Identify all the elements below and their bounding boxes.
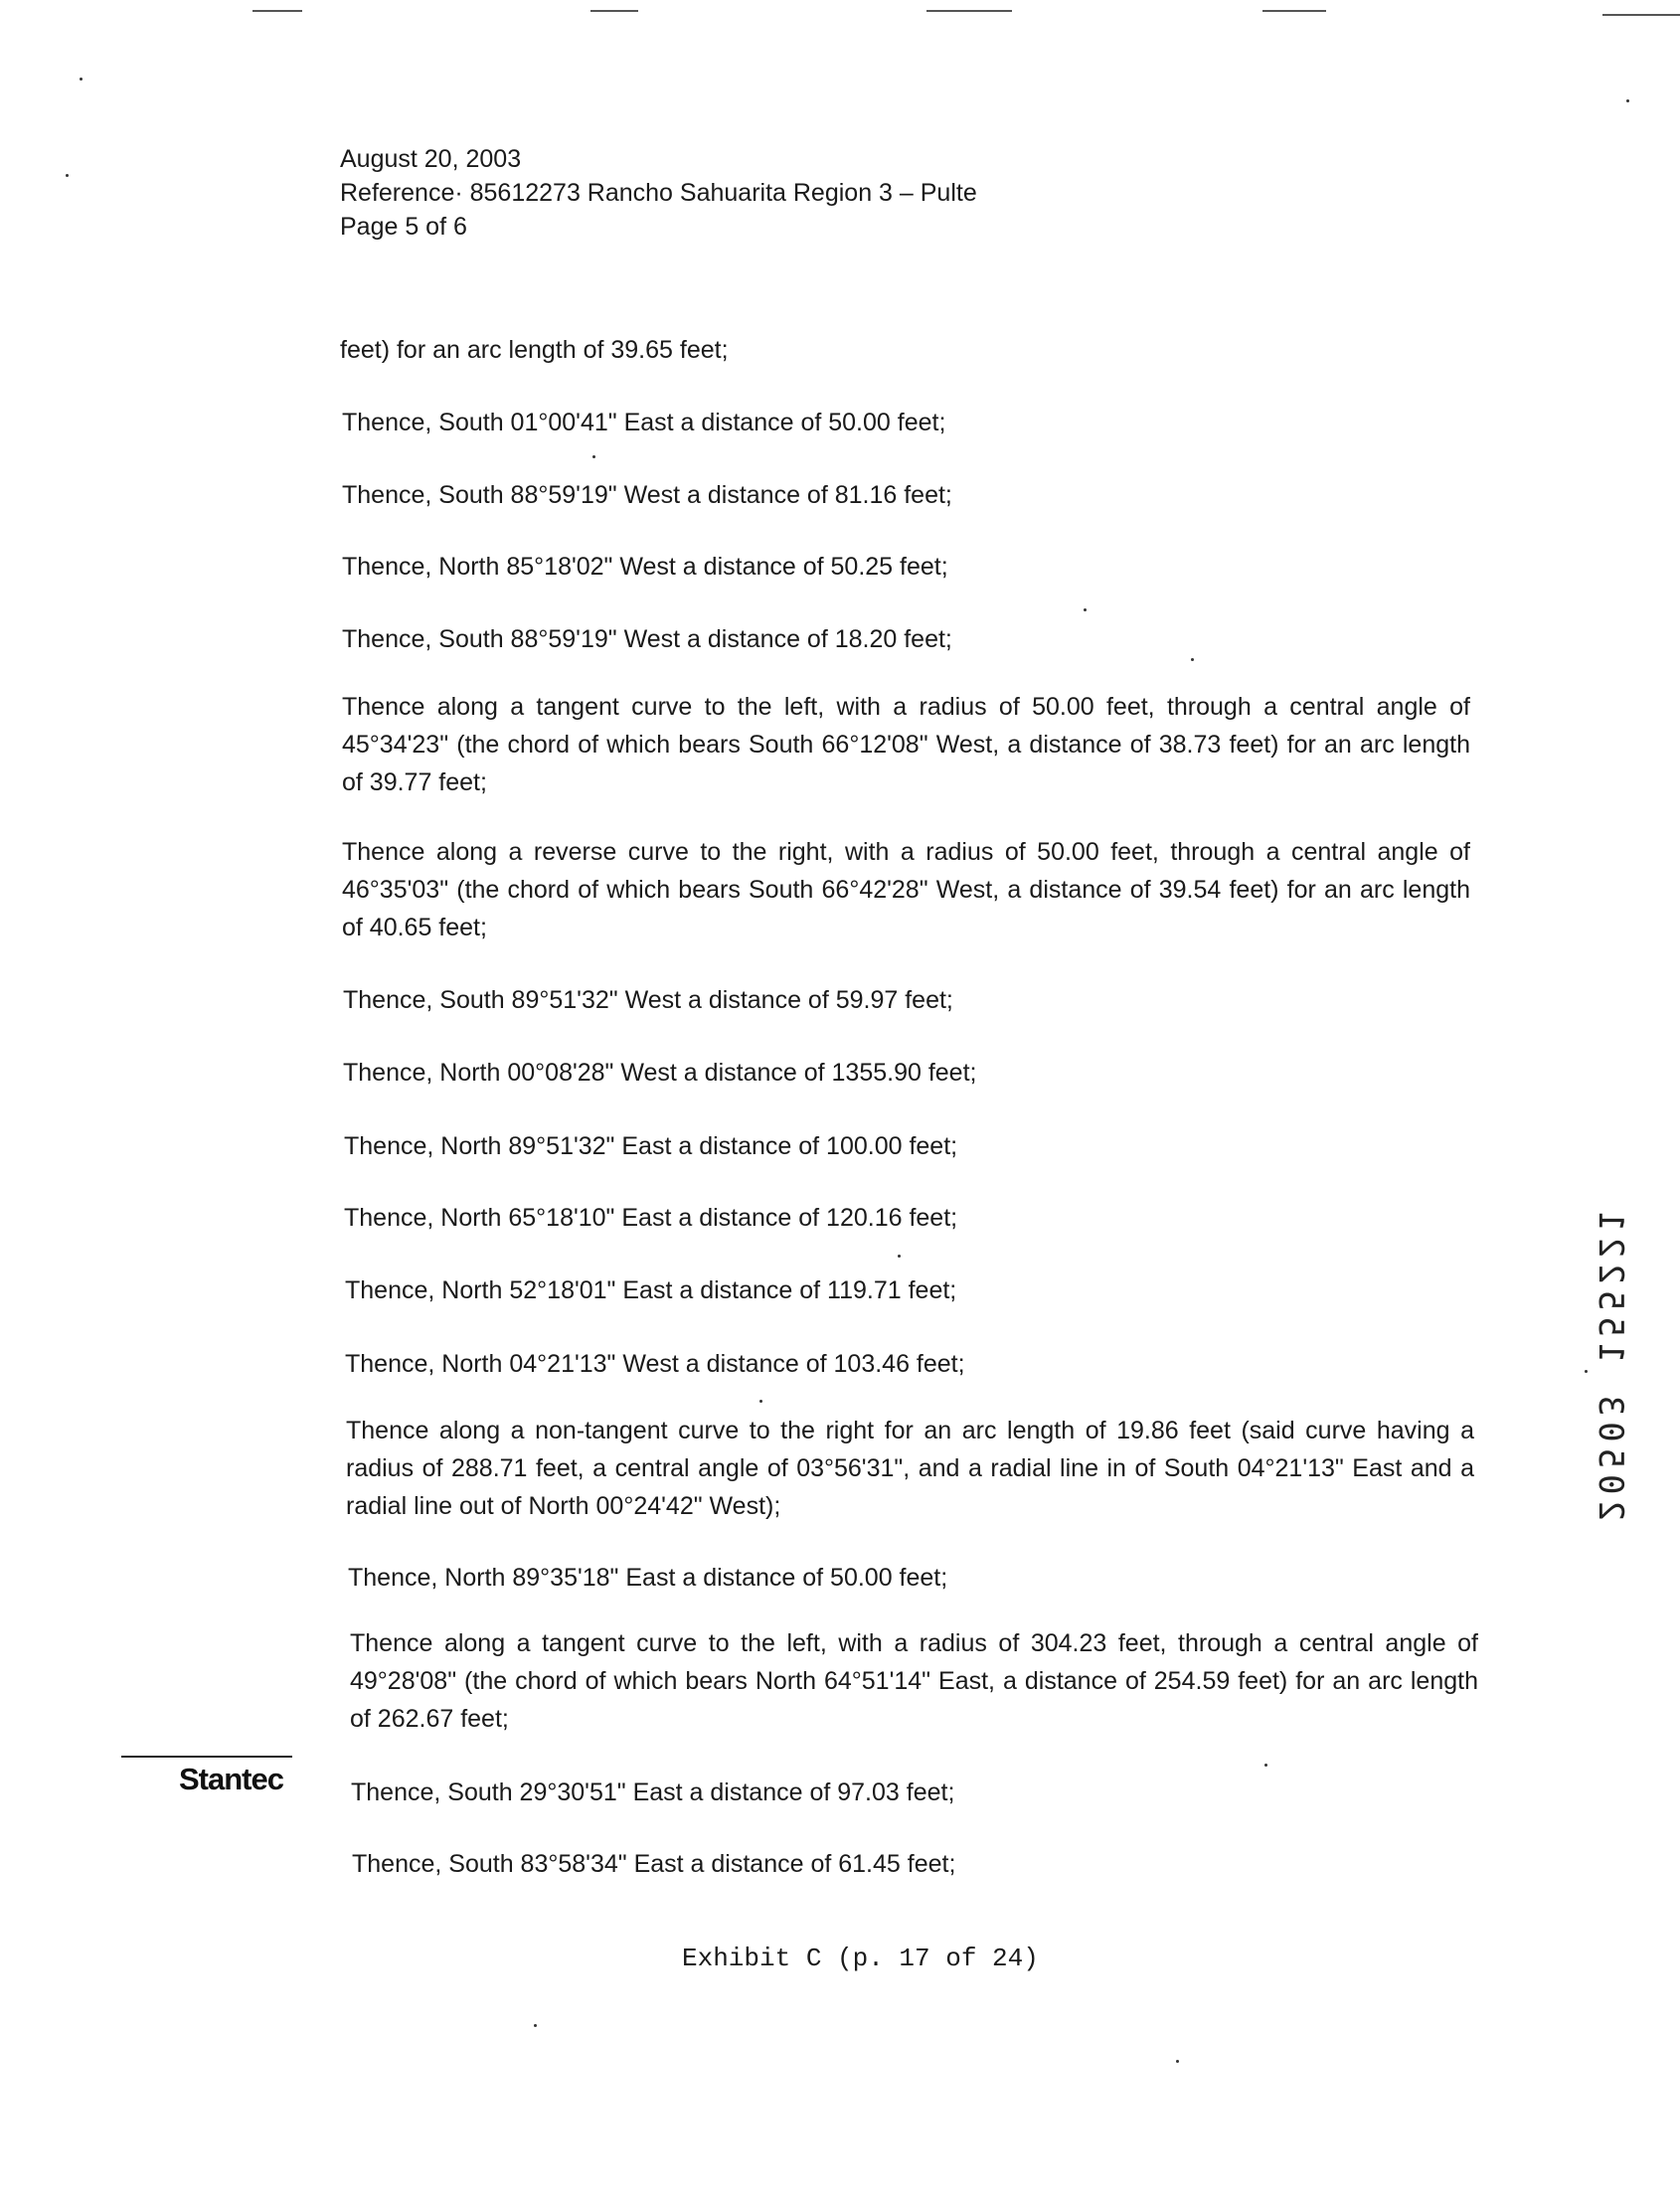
legal-description-line: feet) for an arc length of 39.65 feet; [340,336,729,364]
legal-description-paragraph: Thence along a tangent curve to the left, with a radius of 50.00 feet, through a central angle of 45°34'23" (the chord of which bears South 66°12'08" West, a distance of 38.73 feet) for an arc length of 39.77 feet; [342,693,1470,796]
legal-description-line: Thence, North 04°21'13" West a distance of 103.46 feet; [345,1350,965,1378]
legal-description-line: Thence, North 89°51'32" East a distance of 100.00 feet; [344,1132,958,1160]
legal-description-paragraph: Thence along a tangent curve to the left, with a radius of 304.23 feet, through a central angle of 49°28'08" (the chord of which bears North 64°51'14" East, a distance of 254.59 feet) for an arc length of 262.67 feet; [350,1629,1478,1733]
scan-speck [66,174,69,177]
scan-mark [590,10,638,12]
legal-description-line: Thence, North 00°08'28" West a distance of 1355.90 feet; [343,1059,977,1087]
scan-speck [759,1400,762,1403]
recording-stamp: 20503 155221 [1591,1205,1630,1521]
legal-description-paragraph: Thence along a non-tangent curve to the right for an arc length of 19.86 feet (said curve having a radius of 288.71 feet, a central angle of 03°56'31", and a radial line in of South 04°21'13" East and a radial line out of North 00°24'42" West); [346,1417,1474,1520]
header-reference: Reference· 85612273 Rancho Sahuarita Region 3 – Pulte [340,179,977,207]
scan-mark [1602,14,1680,16]
exhibit-footer: Exhibit C (p. 17 of 24) [682,1944,1039,1973]
legal-description-line: Thence, South 29°30'51" East a distance of 97.03 feet; [351,1778,955,1806]
scan-speck [1191,658,1194,661]
scan-mark [1262,10,1326,12]
legal-description-line: Thence, South 88°59'19" West a distance of 18.20 feet; [342,625,952,653]
scan-speck [534,2024,537,2027]
scan-speck [898,1255,901,1258]
scan-speck [1585,1370,1588,1373]
legal-description-line: Thence, North 89°35'18" East a distance of 50.00 feet; [348,1564,948,1592]
legal-description-line: Thence, North 85°18'02" West a distance of 50.25 feet; [342,553,948,581]
scan-speck [1084,608,1087,611]
scan-mark [926,10,1012,12]
legal-description-paragraph: Thence along a reverse curve to the right, with a radius of 50.00 feet, through a central angle of 46°35'03" (the chord of which bears South 66°42'28" West, a distance of 39.54 feet) for an arc length of 40.65 feet; [342,838,1470,941]
stantec-logo: Stantec [179,1762,283,1796]
header-date: August 20, 2003 [340,145,522,173]
legal-description-line: Thence, South 88°59'19" West a distance of 81.16 feet; [342,481,952,509]
legal-description-line: Thence, North 65°18'10" East a distance of 120.16 feet; [344,1204,958,1232]
legal-description-line: Thence, South 89°51'32" West a distance of 59.97 feet; [343,986,953,1014]
header-page-number: Page 5 of 6 [340,213,467,241]
document-header [340,142,977,244]
scan-speck [592,455,595,458]
legal-description-line: Thence, South 83°58'34" East a distance of 61.45 feet; [352,1850,956,1878]
scan-speck [1176,2060,1179,2063]
logo-rule [121,1756,292,1758]
scan-speck [1264,1764,1267,1767]
scan-speck [1626,99,1629,102]
legal-description-line: Thence, South 01°00'41" East a distance of 50.00 feet; [342,409,946,436]
legal-description-line: Thence, North 52°18'01" East a distance of 119.71 feet; [345,1276,957,1304]
scan-mark [252,10,302,12]
scan-speck [80,78,83,81]
